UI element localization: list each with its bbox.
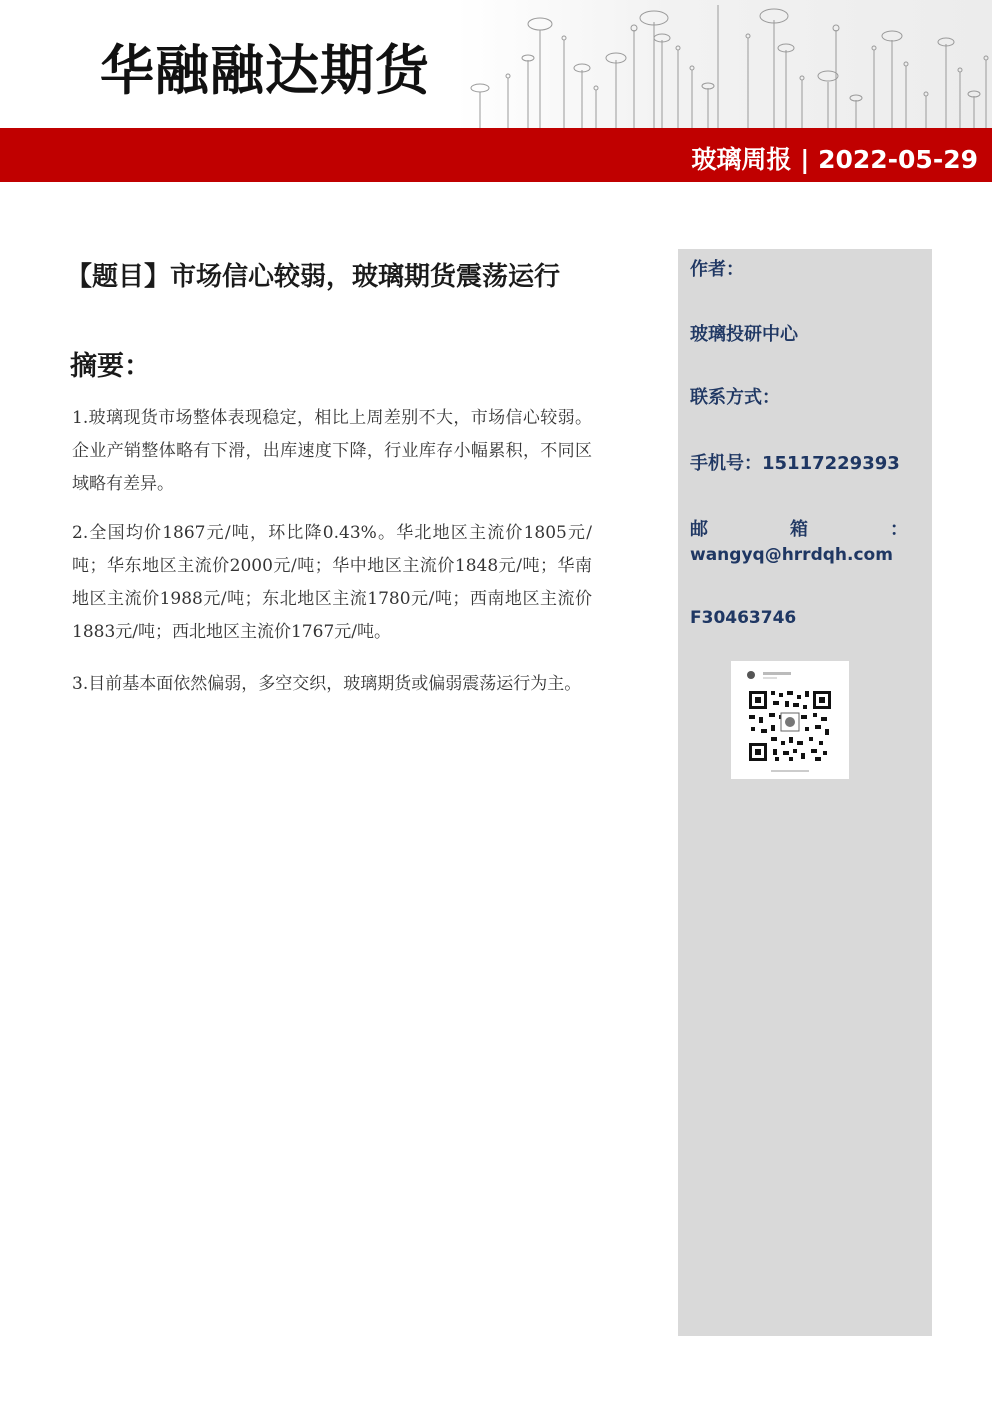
report-type-date: 玻璃周报 | 2022-05-29	[691, 145, 978, 174]
qr-code-icon	[731, 661, 849, 779]
decorative-lines-icon	[456, 0, 992, 128]
header-decoration	[456, 0, 992, 128]
report-title: 【题目】市场信心较弱，玻璃期货震荡运行	[66, 262, 561, 292]
email-label	[690, 515, 908, 541]
abstract-heading: 摘要：	[70, 351, 151, 382]
abstract-paragraph-2: 2.全国均价1867元/吨，环比降0.43%。华北地区主流价1805元/吨；华东地区主流价2000元/吨；华中地区主流价1848元/吨；华南地区主流价1988元/吨；东北地区主流1780元/吨；西南地区主流价1883元/吨；西北地区主流价1767元/吨。	[72, 523, 592, 642]
abstract-paragraph-3: 3.目前基本面依然偏弱，多空交织，玻璃期货或偏弱震荡运行为主。	[72, 674, 582, 694]
phone-number: 手机号：15117229393	[690, 453, 900, 474]
page-header	[0, 0, 992, 182]
email-label-char: 邮	[690, 519, 708, 540]
brand-logo-text: 华融融达期货	[100, 38, 430, 102]
email-label-char: ：	[890, 519, 908, 540]
email-label-char: 箱	[790, 519, 808, 540]
contact-label: 联系方式：	[690, 387, 780, 408]
license-id: F30463746	[690, 608, 797, 628]
abstract-paragraph-1: 1.玻璃现货市场整体表现稳定，相比上周差别不大，市场信心较弱。企业产销整体略有下滑，出库速度下降，行业库存小幅累积，不同区域略有差异。	[72, 408, 592, 494]
author-team: 玻璃投研中心	[690, 324, 798, 345]
author-sidebar	[678, 249, 932, 1336]
email-address[interactable]: wangyq@hrrdqh.com	[690, 545, 893, 565]
author-label: 作者：	[690, 259, 744, 280]
